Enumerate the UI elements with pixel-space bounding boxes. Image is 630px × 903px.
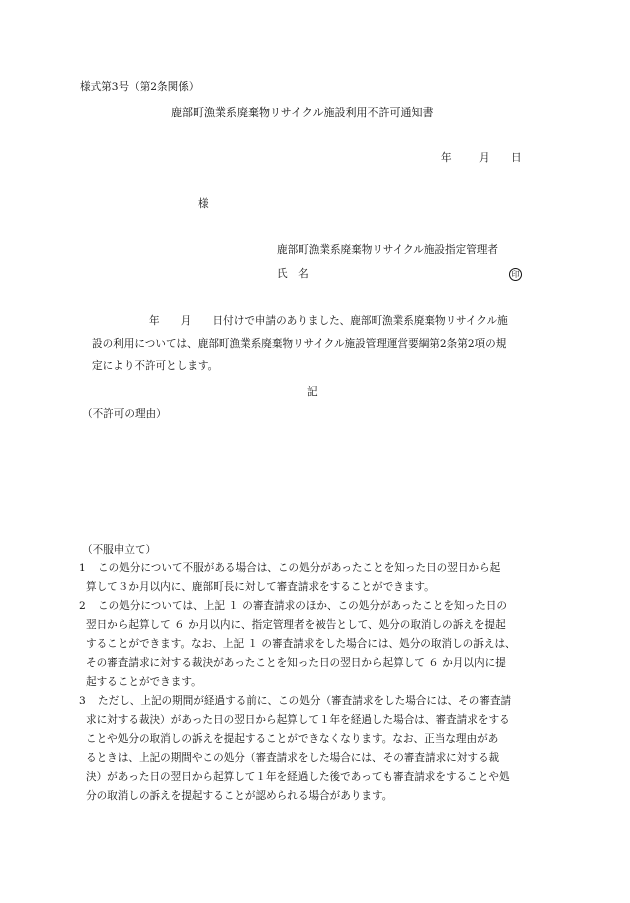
appeal-item-line: 翌日から起算して ６ か月以内に、指定管理者を被告として、処分の取消しの訴えを提起 xyxy=(86,619,506,631)
issuer-org: 鹿部町漁業系廃棄物リサイクル施設指定管理者 xyxy=(277,244,498,256)
seal-mark xyxy=(509,268,522,281)
appeal-item-line: 求に対する裁決）があった日の翌日から起算して１年を経過した場合は、審査請求をする xyxy=(86,714,510,726)
appeal-item-line: 決）があった日の翌日から起算して１年を経過した後であっても審査請求をすることや処 xyxy=(86,771,510,783)
appeal-item-number: 2 xyxy=(79,600,86,612)
appeal-item-line: この処分については、上記 １ の審査請求のほか、この処分があったことを知った日の xyxy=(98,600,507,612)
appeal-item-line: この処分について不服がある場合は、この処分があったことを知った日の翌日から起 xyxy=(98,562,501,574)
date-year-label: 年 xyxy=(441,152,452,164)
appeal-item-line: 分の取消しの訴えを提起することが認められる場合があります。 xyxy=(86,790,393,802)
appeal-item-line: 起することができます。 xyxy=(86,676,202,688)
appeal-item-line: その審査請求に対する裁決があったことを知った日の翌日から起算して ６ か月以内に提 xyxy=(86,657,506,669)
addressee-suffix: 様 xyxy=(198,198,209,210)
body-line: 年 月 日付けで申請のありました、鹿部町漁業系廃棄物リサイクル施 xyxy=(149,315,508,327)
appeal-heading: （不服申立て） xyxy=(82,544,157,556)
issuer-name-label: 氏 名 xyxy=(277,268,309,280)
date-month-label: 月 xyxy=(479,152,490,164)
body-line: 設の利用については、鹿部町漁業系廃棄物リサイクル施設管理運営要綱第2条第2項の規 xyxy=(92,338,507,350)
appeal-item-line: るときは、上記の期間やこの処分（審査請求をした場合には、その審査請求に対する裁 xyxy=(86,752,500,764)
appeal-item-line: ただし、上記の期間が経過する前に、この処分（審査請求をした場合には、その審査請 xyxy=(98,695,512,707)
body-line: 定により不許可とします。 xyxy=(92,360,219,372)
record-heading: 記 xyxy=(307,386,318,398)
seal-icon: 印 xyxy=(509,268,522,281)
appeal-item-line: ことや処分の取消しの訴えを提起することができなくなります。なお、正当な理由があ xyxy=(86,733,499,745)
form-number: 様式第3号（第2条関係） xyxy=(80,81,200,93)
appeal-item-line: 算して３か月以内に、鹿部町長に対して審査請求をすることができます。 xyxy=(86,581,435,593)
appeal-item-line: することができます。なお、上記 １ の審査請求をした場合には、処分の取消しの訴えは、 xyxy=(86,638,516,650)
appeal-item-number: 3 xyxy=(79,695,86,707)
document-title: 鹿部町漁業系廃棄物リサイクル施設利用不許可通知書 xyxy=(171,106,434,119)
reason-heading: （不許可の理由） xyxy=(82,408,167,420)
date-day-label: 日 xyxy=(511,152,522,164)
appeal-item-number: 1 xyxy=(79,562,86,574)
